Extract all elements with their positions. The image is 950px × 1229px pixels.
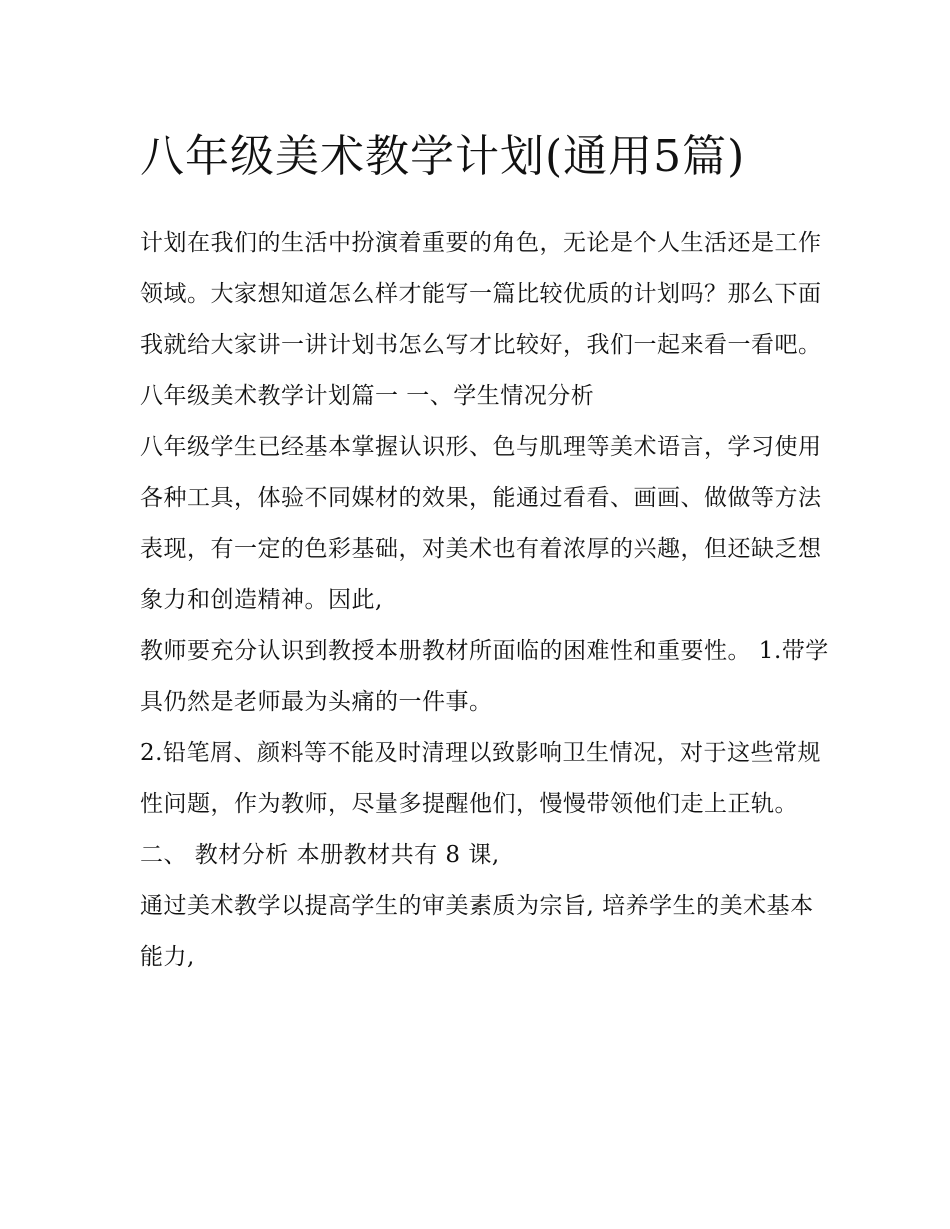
document-page <box>140 118 830 983</box>
paragraph-intro: 计划在我们的生活中扮演着重要的角色，无论是个人生活还是工作领域。大家想知道怎么样才能写一篇比较优质的计划吗？那么下面我就给大家讲一讲计划书怎么写才比较好，我们一起来看一看吧。 <box>140 230 822 358</box>
paragraph-teacher-note: 教师要充分认识到教授本册教材所面临的困难性和重要性。 1.带学具仍然是老师最为头痛的一件事。 <box>140 638 829 715</box>
paragraph-student-analysis: 八年级学生已经基本掌握认识形、色与肌理等美术语言，学习使用各种工具，体验不同媒材的效果，能通过看看、画画、做做等方法表现，有一定的色彩基础，对美术也有着浓厚的兴趣，但还缺乏想象力和创造精神。因此, <box>140 434 822 613</box>
paragraph-teaching-goal: 通过美术教学以提高学生的审美素质为宗旨, 培养学生的美术基本能力, <box>140 893 814 970</box>
paragraph-section-heading: 八年级美术教学计划篇一 一、学生情况分析 <box>140 383 595 409</box>
document-title: 八年级美术教学计划(通用5篇) <box>140 131 746 182</box>
paragraph-classroom-issues: 2.铅笔屑、颜料等不能及时清理以致影响卫生情况，对于这些常规性问题，作为教师，尽量多提醒他们，慢慢带领他们走上正轨。 二、 教材分析 本册教材共有 8 课, <box>140 740 821 868</box>
